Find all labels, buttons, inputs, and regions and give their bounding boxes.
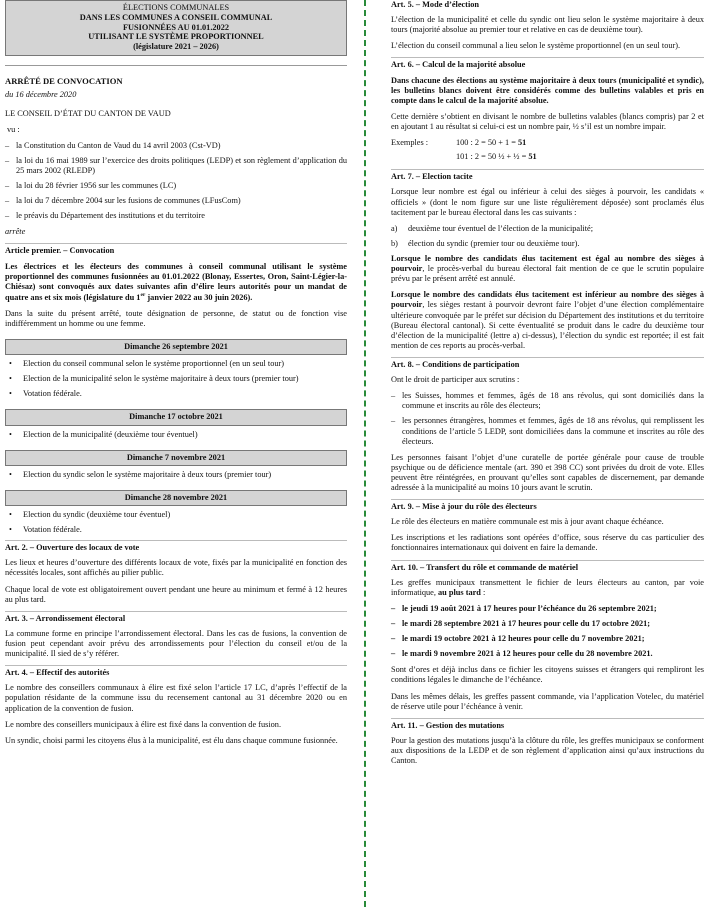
article-8-title: Art. 8. – Conditions de participation xyxy=(391,357,704,370)
case-a-key: a) xyxy=(391,223,398,233)
article-4-title: Art. 4. – Effectif des autorités xyxy=(5,665,347,678)
article-10-intro-bold: au plus tard xyxy=(438,587,481,597)
article-3-p1: La commune forme en principe l’arrondissement électoral. Dans les cas de fusions, la convention de fusion peut cependant avoir prévu des arrondissements pour l’élection du conseil et/ou de la municipalité. Il sied de s’y référer. xyxy=(5,628,347,659)
authority: LE CONSEIL D’ÉTAT DU CANTON DE VAUD xyxy=(5,108,171,118)
date-items-28-nov xyxy=(5,510,347,535)
example-row-2 xyxy=(391,152,704,162)
title-line-4: UTILISANT LE SYSTÈME PROPORTIONNEL xyxy=(88,32,264,42)
consideration-item: – la Constitution du Canton de Vaud du 14 avril 2003 (Cst-VD) xyxy=(5,141,347,151)
article-2-title: Art. 2. – Ouverture des locaux de vote xyxy=(5,540,347,553)
case-b-key: b) xyxy=(391,238,398,248)
vu-label: vu : xyxy=(7,124,20,134)
arrete-heading: ARRÊTÉ DE CONVOCATION xyxy=(5,75,123,86)
considerations-list xyxy=(5,141,347,222)
document-title-box xyxy=(5,0,347,56)
article-4-p1: Le nombre des conseillers communaux à élire est fixé selon l’article 17 LC, d’après l’effectif de la population résidante de la commune issu du recensement cantonal au 31 décembre 2020 ou en application de la convention de fusion. xyxy=(5,683,347,713)
article-10-intro xyxy=(391,578,704,598)
article-4-p2: Le nombre des conseillers municipaux à élire est fixé dans la convention de fusion. xyxy=(5,719,282,729)
article-7-p3-rest: , les sièges restant à pourvoir devront faire l’objet d’une élection complémentaire ultérieure convoquée par le préfet sur décision du Département des institutions et du territoire (Bureau électoral cantonal). Si cette éventualité se produit dans le cadre du deuxième tour d’élection de la municipalité (lettre a) ci-dessus), l’élection du syndic est reportée; il est fait mention de ces reports au procès-verbal. xyxy=(391,300,704,350)
example-row-1 xyxy=(391,138,704,148)
article-1-text: Dans la suite du présent arrêté, toute désignation de personne, de statut ou de fonction vise indifféremment un homme ou une femme. xyxy=(5,308,347,328)
article-2-p2: Chaque local de vote est obligatoirement ouvert pendant une heure au minimum et fermé à 12 heures au plus tard. xyxy=(5,584,347,604)
date-box-26-sept: Dimanche 26 septembre 2021 xyxy=(5,339,347,355)
participation-item: – les personnes étrangères, hommes et femmes, âgés de 18 ans révolus, qui remplissent les conditions de l’article 5 LEDP, sont domiciliées dans la commune et inscrites au rôle des électeurs. xyxy=(391,416,704,446)
article-9-p1: Le rôle des électeurs en matière communale est mis à jour avant chaque échéance. xyxy=(391,517,664,527)
ballot-item: • Votation fédérale. xyxy=(5,389,347,399)
article-1-bold-text xyxy=(5,262,347,303)
article-2-p1: Les lieux et heures d’ouverture des différents locaux de vote, fixés par la municipalité en fonction des nécessités locales, sont affichés au pilier public. xyxy=(5,558,347,578)
case-b-text: élection du syndic (premier tour ou deuxième tour). xyxy=(408,238,580,248)
arrete-date: du 16 décembre 2020 xyxy=(5,90,77,100)
deadline-item: – le mardi 28 septembre 2021 à 17 heures pour celle du 17 octobre 2021; xyxy=(391,619,704,629)
article-9-title: Art. 9. – Mise à jour du rôle des électeurs xyxy=(391,499,704,512)
article-7-title: Art. 7. – Election tacite xyxy=(391,169,704,182)
article-11-p1: Pour la gestion des mutations jusqu’à la clôture du rôle, les greffes municipaux se conforment aux dispositions de la LEDP et de son règlement d’application ainsi qu’aux instructions du Canton. xyxy=(391,735,704,766)
ballot-item: • Election du syndic selon le système majoritaire à deux tours (premier tour) xyxy=(5,470,347,480)
article-9-p2: Les inscriptions et les radiations sont opérées d’office, sous réserve du cas particulier des fonctionnaires internationaux qui doivent en faire la demande. xyxy=(391,533,704,553)
article-11-title: Art. 11. – Gestion des mutations xyxy=(391,718,704,731)
ballot-item: • Election du syndic (deuxième tour éventuel) xyxy=(5,510,347,520)
example-1 xyxy=(456,138,526,148)
arrete-word: arrête xyxy=(5,227,26,237)
examples-label-spacer xyxy=(391,152,456,162)
deadline-item: – le jeudi 19 août 2021 à 17 heures pour l’échéance du 26 septembre 2021; xyxy=(391,604,704,614)
example-2-result: 51 xyxy=(528,152,537,162)
ballot-item: • Votation fédérale. xyxy=(5,525,347,535)
ballot-item: • Election de la municipalité (deuxième tour éventuel) xyxy=(5,430,347,440)
article-10-intro-b: : xyxy=(480,587,486,597)
title-line-5: (législature 2021 – 2026) xyxy=(133,42,219,52)
title-line-3: FUSIONNÉES AU 01.01.2022 xyxy=(122,22,230,32)
title-line-2: DANS LES COMMUNES A CONSEIL COMMUNAL xyxy=(79,12,273,22)
article-10-p3: Dans les mêmes délais, les greffes passent commande, via l’application Votelec, du matériel de réserve utile pour l’échéance à venir. xyxy=(391,691,704,711)
ballot-item: • Election du conseil communal selon le système proportionnel (en un seul tour) xyxy=(5,359,347,369)
examples-label: Exemples : xyxy=(391,138,429,148)
case-a-text: deuxième tour éventuel de l’élection de la municipalité; xyxy=(408,223,593,233)
deadline-item: – le mardi 19 octobre 2021 à 12 heures pour celle du 7 novembre 2021; xyxy=(391,634,704,644)
ballot-item: • Election de la municipalité selon le système majoritaire à deux tours (premier tour) xyxy=(5,374,347,384)
article-5-p1: L’élection de la municipalité et celle du syndic ont lieu selon le système majoritaire à deux tours (majorité absolue au premier tour et relative en cas de deuxième tour). xyxy=(391,15,704,35)
article-1-title: Article premier. – Convocation xyxy=(5,243,347,256)
article-7-p3-bold: Lorsque le nombre des candidats élus tacitement est inférieur au nombre des sièges à pourvoir xyxy=(391,290,704,310)
deadline-list xyxy=(391,604,704,659)
article-7-p3 xyxy=(391,290,704,351)
column-divider xyxy=(364,0,366,907)
article-6-bold-paragraph: Dans chacune des élections au système majoritaire à deux tours (municipalité et syndic), les bulletins blancs doivent être considérés comme des bulletins valables et pris en compte dans le calcul de la majorité absolue. xyxy=(391,75,704,105)
example-1-result: 51 xyxy=(517,138,527,148)
article-7-p2-bold: Lorsque le nombre des candidats élus tacitement est égal au nombre des sièges à pourvoir xyxy=(391,253,704,274)
article-7-p1: Lorsque leur nombre est égal ou inférieur à celui des sièges à pourvoir, les candidats « officiels » (dont le nom figure sur une liste régulièrement déposée) sont proclamés élus tacitement par le bureau électoral dans les cas suivants : xyxy=(391,187,704,217)
article-1-superscript: er xyxy=(140,291,146,298)
article-8-list xyxy=(391,391,704,447)
case-a xyxy=(391,224,704,234)
article-1-bold-part-a: Les électrices et les électeurs des communes à conseil communal utilisant le système proportionnel des communes fusionnées au 01.01.2022 (Blonay, Essertes, Oron, Saint-Légier-la-Chiésaz) sont convoqués aux dates suivantes afin d’élire leurs autorités pour un mandat de quatre ans et six mois (législature du 1 xyxy=(5,261,347,302)
example-2 xyxy=(456,152,537,162)
title-line-1: ÉLECTIONS COMMUNALES xyxy=(122,3,230,12)
consideration-item: – le préavis du Département des institutions et du territoire xyxy=(5,211,347,221)
article-6-p2: Cette dernière s’obtient en divisant le nombre de bulletins valables (blancs compris) par 2 et en ajoutant 1 au résultat si celui-ci est un nombre pair, ½ s’il est un nombre impair. xyxy=(391,111,704,131)
article-7-p2-rest: , le procès-verbal du bureau électoral fait mention de ce que le scrutin populaire prévu par le présent arrêté est annulé. xyxy=(391,264,704,284)
consideration-item: – la loi du 28 février 1956 sur les communes (LC) xyxy=(5,181,347,191)
article-10-p2: Sont d’ores et déjà inclus dans ce fichier les citoyens suisses et étrangers qui rempliront les conditions légales le dimanche de l’échéance. xyxy=(391,665,704,685)
date-box-7-nov: Dimanche 7 novembre 2021 xyxy=(5,450,347,466)
date-items-17-oct xyxy=(5,430,347,440)
date-items-7-nov xyxy=(5,470,347,480)
consideration-item: – la loi du 16 mai 1989 sur l’exercice des droits politiques (LEDP) et son règlement d’application du 25 mars 2002 (RLEDP) xyxy=(5,156,347,176)
article-3-title: Art. 3. – Arrondissement électoral xyxy=(5,611,347,624)
left-column xyxy=(5,0,347,752)
article-4-p3: Un syndic, choisi parmi les citoyens élus à la municipalité, est élu dans chaque commune fusionnée. xyxy=(5,735,338,745)
article-1-bold-part-b: janvier 2022 au 30 juin 2026). xyxy=(145,292,253,302)
example-1-formula: 100 : 2 = 50 + 1 = xyxy=(456,138,518,148)
consideration-item: – la loi du 7 décembre 2004 sur les fusions de communes (LFusCom) xyxy=(5,196,347,206)
article-10-title: Art. 10. – Transfert du rôle et commande de matériel xyxy=(391,560,704,573)
article-5-title: Art. 5. – Mode d’élection xyxy=(391,0,480,9)
participation-item: – les Suisses, hommes et femmes, âgés de 18 ans révolus, qui sont domiciliés dans la commune et inscrits au rôle des électeurs; xyxy=(391,391,704,411)
article-6-title: Art. 6. – Calcul de la majorité absolue xyxy=(391,57,704,70)
article-8-p2: Les personnes faisant l’objet d’une curatelle de portée générale pour cause de trouble psychique ou de déficience mentale (art. 390 et 398 CC) sont privées du droit de vote. Elles peuvent être réintégrées, en prouvant qu’elles sont capables de discernement, par demande adressée à la municipalité au moins 10 jours avant le scrutin. xyxy=(391,452,704,493)
right-column xyxy=(391,0,704,772)
date-box-28-nov: Dimanche 28 novembre 2021 xyxy=(5,490,347,506)
date-box-17-oct: Dimanche 17 octobre 2021 xyxy=(5,409,347,425)
divider-line xyxy=(5,65,347,66)
article-8-intro: Ont le droit de participer aux scrutins : xyxy=(391,375,520,385)
article-5-p2: L’élection du conseil communal a lieu selon le système proportionnel (en un seul tour). xyxy=(391,41,681,51)
article-10-intro-a: Les greffes municipaux transmettent le fichier de leurs électeurs au canton, par voie informatique, xyxy=(391,577,704,597)
case-b xyxy=(391,239,704,249)
article-7-p2 xyxy=(391,254,704,284)
example-2-formula: 101 : 2 = 50 ½ + ½ = xyxy=(456,152,529,162)
deadline-item: – le mardi 9 novembre 2021 à 12 heures pour celle du 28 novembre 2021. xyxy=(391,649,704,659)
date-items-26-sept xyxy=(5,359,347,399)
